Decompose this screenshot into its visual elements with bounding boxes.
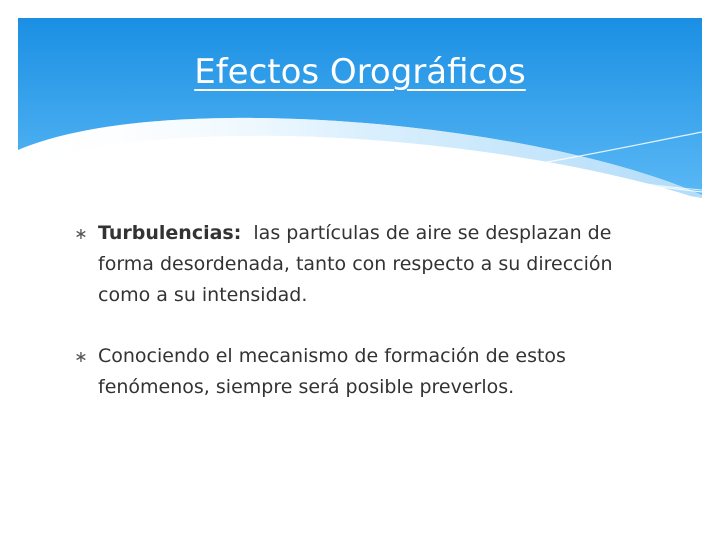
slide-title (0, 52, 720, 92)
bullet-term: Turbulencias: (98, 222, 242, 244)
bullet-text: las partículas de aire se desplazan de forma desordenada, tanto con respecto a su dirección como a su intensidad. (98, 222, 619, 306)
bullet-item-conociendo (72, 341, 652, 403)
bullet-list (72, 218, 652, 403)
bullet-text: Conociendo el mecanismo de formación de estos fenómenos, siempre será posible preverlos. (98, 345, 566, 398)
asterisk-icon: ∗ (74, 347, 88, 366)
bullet-item-turbulencias (72, 218, 652, 311)
asterisk-icon: ∗ (74, 224, 88, 243)
slide-title-text: Efectos Orográficos (194, 52, 526, 92)
header-band (0, 0, 720, 200)
header-wave-graphic (0, 0, 720, 200)
